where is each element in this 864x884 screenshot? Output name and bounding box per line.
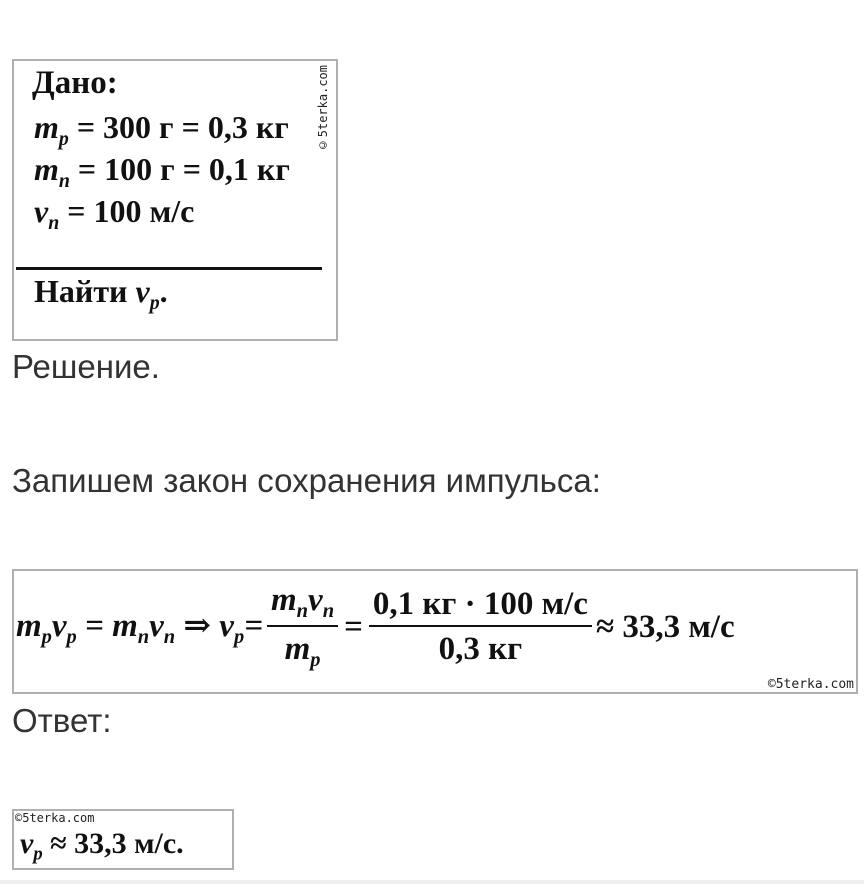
fraction-symbolic-denominator: $m_р$ — [284, 631, 321, 672]
equals-sign: = — [344, 608, 363, 645]
answer-value: $v_р \approx 33,3$ м/с. — [20, 827, 184, 865]
given-line-velocity-bullet: $v_п = 100$ м/с — [34, 193, 195, 234]
law-text: Запишем закон сохранения импульса: — [12, 462, 601, 499]
answer-box — [12, 809, 234, 870]
fraction-numeric — [369, 586, 592, 668]
fraction-symbolic-numerator: $m_пv_п$ — [267, 582, 338, 627]
solution-label: Решение. — [12, 348, 160, 385]
bottom-divider — [0, 880, 864, 884]
given-watermark: ©5terka.com — [316, 65, 330, 152]
given-line-mass-bullet: $m_п = 100$ г = 0,1 кг — [34, 151, 290, 192]
formula-result: ≈ 33,3 м/с — [595, 608, 735, 645]
given-box — [12, 59, 338, 341]
answer-watermark: ©5terka.com — [15, 811, 95, 825]
formula-box — [12, 569, 858, 694]
given-divider — [16, 267, 322, 270]
momentum-formula — [16, 577, 735, 677]
given-title: Дано: — [32, 65, 118, 101]
formula-watermark: ©5terka.com — [767, 677, 854, 692]
fraction-numeric-numerator: 0,1 кг · 100 м/с — [369, 586, 592, 627]
find-line: Найти $v_р$. — [34, 273, 168, 314]
formula-lhs: $m_рv_р = m_пv_п$ ⇒ $v_р=$ — [16, 607, 263, 649]
answer-label: Ответ: — [12, 702, 112, 739]
fraction-symbolic — [267, 582, 338, 672]
fraction-numeric-denominator: 0,3 кг — [438, 631, 523, 667]
given-line-mass-rifle: $m_р = 300$ г = 0,3 кг — [34, 109, 289, 150]
